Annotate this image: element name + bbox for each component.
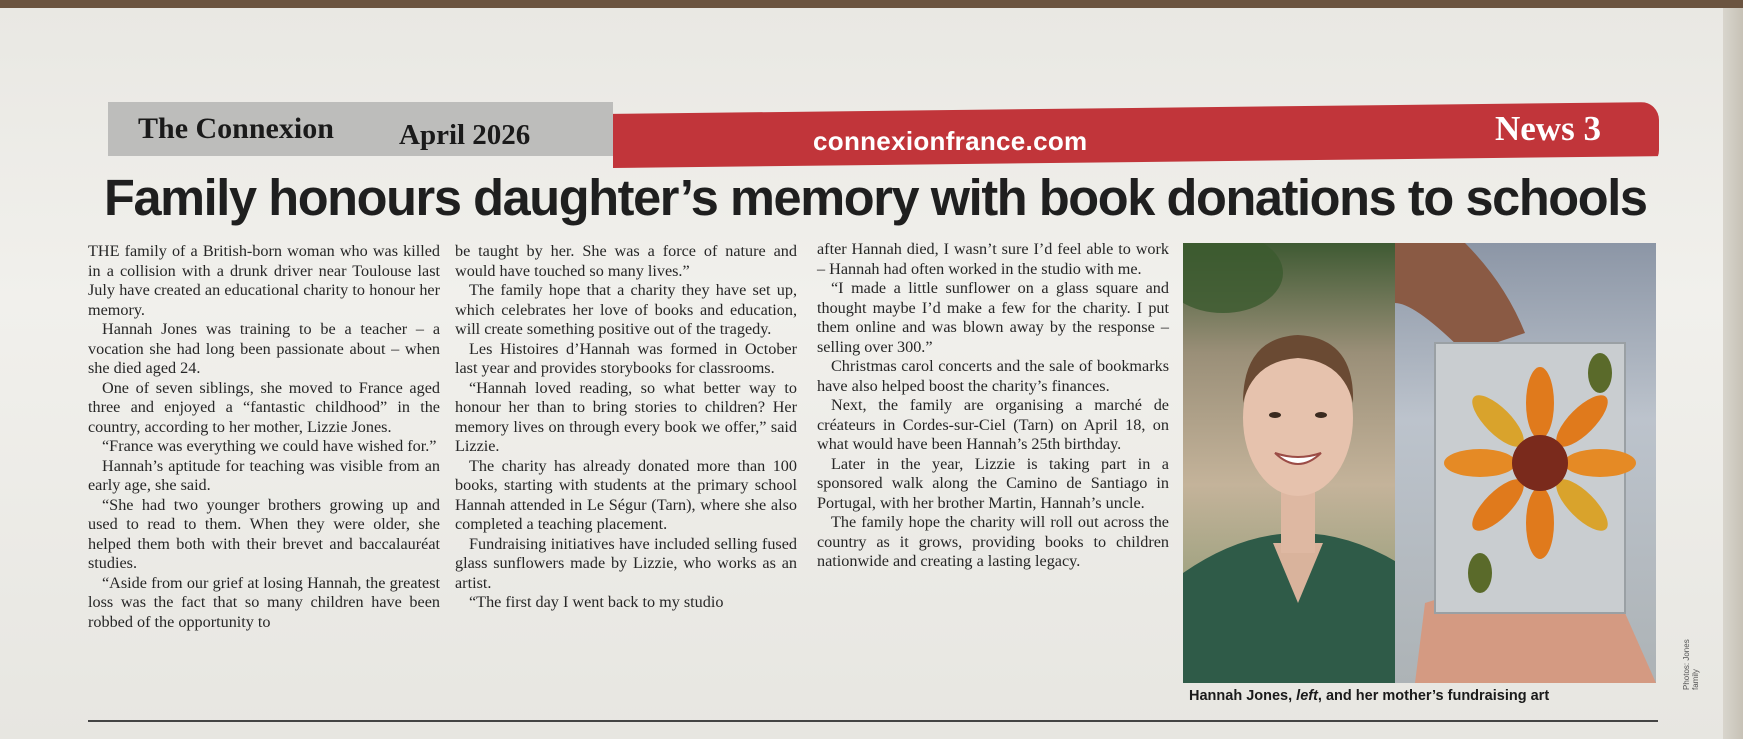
paragraph: Hannah’s aptitude for teaching was visible from an early age, she said. bbox=[88, 456, 440, 494]
article-column-1 bbox=[88, 242, 440, 632]
paragraph: Hannah Jones was training to be a teacher – a vocation she had long been passionate about – when she died aged 24. bbox=[88, 320, 440, 377]
paper-edge bbox=[1723, 8, 1743, 739]
paragraph: THE family of a British-born woman who was killed in a collision with a drunk driver near Toulouse last July have created an educational charity to honour her memory. bbox=[88, 242, 440, 319]
paragraph: The family hope that a charity they have set up, which celebrates her love of books and education, will create something positive out of the tragedy. bbox=[455, 281, 797, 338]
paragraph: after Hannah died, I wasn’t sure I’d feel able to work – Hannah had often worked in the studio with me. bbox=[817, 240, 1169, 278]
paragraph: The family hope the charity will roll out across the country as it grows, providing books to children nationwide and creating a lasting legacy. bbox=[817, 513, 1169, 570]
paragraph: Fundraising initiatives have included selling fused glass sunflowers made by Lizzie, who works as an artist. bbox=[455, 534, 797, 592]
portrait-illustration bbox=[1183, 243, 1414, 683]
article-column-2 bbox=[455, 242, 797, 613]
sunflower-glass-art-photo bbox=[1395, 243, 1656, 683]
section-divider bbox=[88, 720, 1658, 722]
publication-name: The Connexion bbox=[138, 112, 334, 145]
website-url[interactable]: connexionfrance.com bbox=[813, 126, 1088, 156]
paragraph: “She had two younger brothers growing up and used to read to them. When they were older, she helped them both with their brevet and baccalauréat studies. bbox=[88, 495, 440, 572]
issue-date: April 2026 bbox=[399, 119, 531, 151]
section-page-number: News 3 bbox=[1495, 109, 1601, 148]
paragraph: Christmas carol concerts and the sale of bookmarks have also helped boost the charity’s finances. bbox=[817, 357, 1169, 395]
paragraph: Later in the year, Lizzie is taking part in a sponsored walk along the Camino de Santiago in Portugal, with her brother Martin, Hannah’s uncle. bbox=[817, 454, 1169, 512]
paragraph: “Aside from our grief at losing Hannah, the greatest loss was the fact that so many children have been robbed of the opportunity to bbox=[88, 573, 440, 631]
photo-caption: Hannah Jones, left, and her mother’s fundraising art bbox=[1189, 688, 1550, 704]
paragraph: The charity has already donated more than 100 books, starting with students at the primary school Hannah attended in Le Ségur (Tarn), where she also completed a teaching placement. bbox=[455, 456, 797, 533]
paragraph: Next, the family are organising a marché de créateurs in Cordes-sur-Ciel (Tarn) on April 18, on what would have been Hannah’s 25th birthday. bbox=[817, 396, 1169, 453]
article-headline: Family honours daughter’s memory with book donations to schools bbox=[104, 169, 1647, 226]
sunflower-illustration bbox=[1395, 243, 1656, 683]
paragraph: “France was everything we could have wished for.” bbox=[102, 437, 437, 455]
paragraph: Les Histoires d’Hannah was formed in October last year and provides storybooks for classrooms. bbox=[455, 339, 797, 377]
article-column-3 bbox=[817, 240, 1169, 572]
portrait-photo bbox=[1183, 243, 1414, 683]
paragraph: One of seven siblings, she moved to France aged three and enjoyed a “fantastic childhood” in the country, according to her mother, Lizzie Jones. bbox=[88, 378, 440, 436]
photo-credit: Photos: Jones family bbox=[1682, 639, 1700, 690]
paragraph: “I made a little sunflower on a glass square and thought maybe I’d make a few for the charity. I put them online and was blown away by the response – selling over 300.” bbox=[817, 279, 1169, 356]
paragraph: “The first day I went back to my studio bbox=[469, 593, 724, 611]
paragraph: be taught by her. She was a force of nature and would have touched so many lives.” bbox=[455, 242, 797, 280]
paragraph: “Hannah loved reading, so what better way to honour her than to bring stories to children? Her memory lives on through every book we offer,” said Lizzie. bbox=[455, 378, 797, 455]
